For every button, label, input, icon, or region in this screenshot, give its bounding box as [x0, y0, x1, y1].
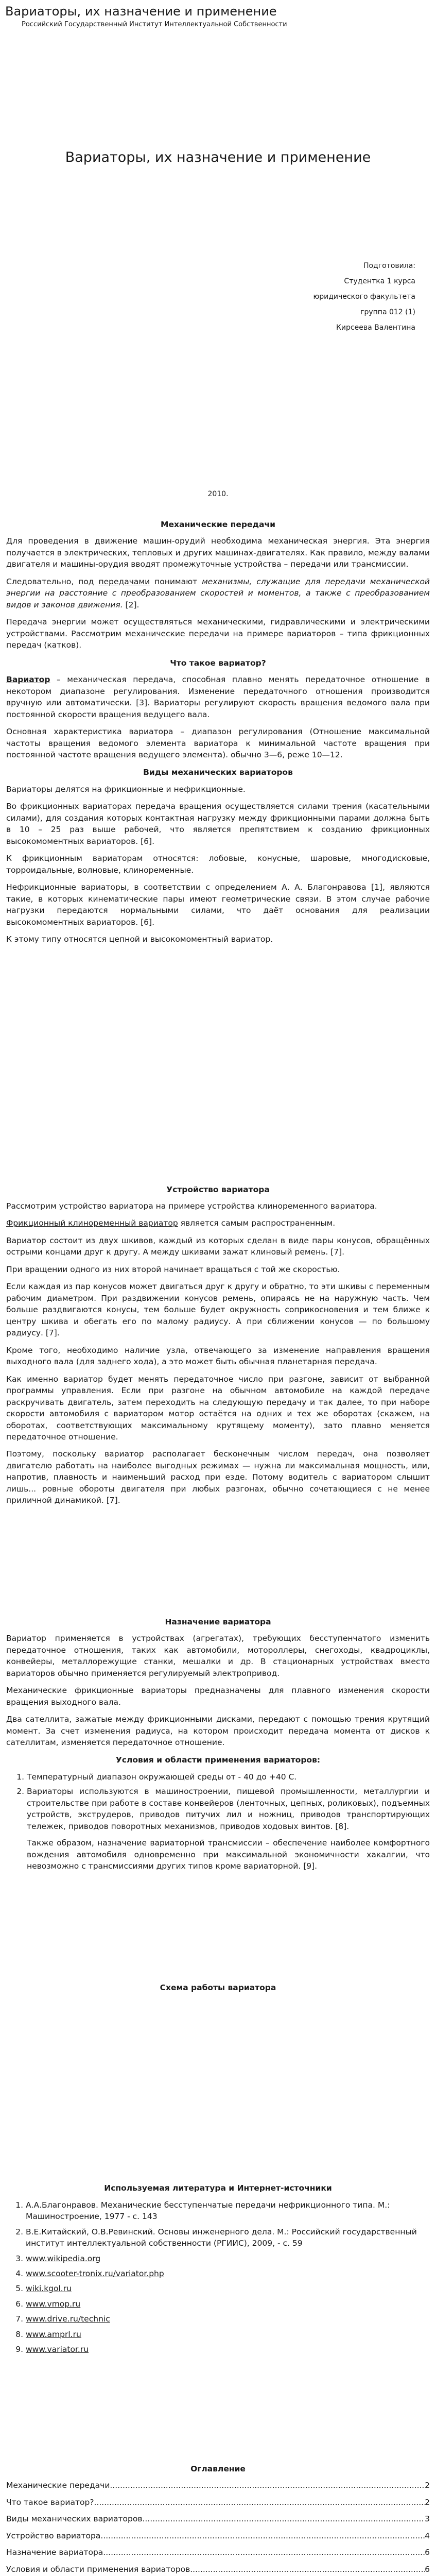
author-line: Кирсеева Валентина	[336, 324, 415, 332]
citation: [2].	[123, 600, 139, 609]
paragraph: Вариаторы делятся на фрикционные и нефрикционные.	[6, 784, 246, 794]
page-header	[0, 0, 436, 28]
section-heading: Условия и области применения вариаторов:	[115, 1755, 321, 1765]
literature-item: 1. А.А.Благонравов. Механические бесступенчатые передачи нефрикционного типа. М.: Машиностроение, 1977 - с. 143	[26, 2199, 430, 2223]
toc-page: 2	[425, 2481, 430, 2490]
paragraph: Основная характеристика вариатора – диапазон регулирования (Отношение максимальной частоты вращения ведомого элемента вариатора к минимальной частоте вращения при постоянной частоте вращения ведущего элемента). обычно 3—6, реже 10—12.	[6, 727, 430, 759]
list-item: 2. Вариаторы используются в машиностроении, пищевой промышленности, металлургии и строительстве при работе в составе конвейеров (ленточных, цепных, роликовых), подъемных устройств, экструдеров, приводов питучих лил и ножниц, приводов транспортирующих тележек, приводов поворотных механизмов, приводов ходовых винтов. [8].	[27, 1786, 430, 1832]
table-of-contents	[6, 2480, 430, 2576]
toc-entry[interactable]	[6, 2480, 430, 2491]
text-run: является самым распространенным.	[178, 1218, 336, 1228]
blank-space	[6, 1878, 430, 1976]
blank-space	[6, 2359, 430, 2457]
literature-link[interactable]: www.amprl.ru	[26, 2329, 81, 2339]
literature-item	[26, 2329, 430, 2340]
text-run: Следовательно, под	[6, 577, 99, 586]
blank-space	[6, 951, 430, 1178]
toc-page: 4	[425, 2531, 430, 2540]
paragraph: Передача энергии может осуществляться механическими, гидравлическими и электрическими устройствами. Рассмотрим механические передачи на примере вариаторов – типа фрикционных передач (катков).	[6, 617, 430, 650]
literature-link[interactable]: www.vmop.ru	[26, 2299, 81, 2309]
literature-link[interactable]: www.variator.ru	[26, 2345, 89, 2354]
toc-label: Что такое вариатор?	[6, 2497, 94, 2507]
toc-label: Назначение вариатора	[6, 2548, 103, 2557]
author-line: юридического факультета	[313, 293, 415, 301]
text-run: понимают	[150, 577, 202, 586]
blank-space	[6, 1998, 430, 2176]
section-heading: Устройство вариатора	[166, 1184, 270, 1194]
toc-entry[interactable]	[6, 2530, 430, 2541]
paragraph: Кроме того, необходимо наличие узла, отвечающего за изменение направления вращения выходного вала (для заднего хода), а это может быть обычная планетарная передача.	[6, 1345, 430, 1367]
toc-entry[interactable]	[6, 2547, 430, 2558]
section-heading: Виды механических вариаторов	[143, 768, 293, 777]
section-heading: Что такое вариатор?	[170, 658, 266, 668]
literature-link[interactable]: www.scooter-tronix.ru/variator.php	[26, 2268, 164, 2278]
document-title: Вариаторы, их назначение и применение	[65, 149, 371, 165]
conditions-list	[6, 1771, 430, 1832]
paragraph: Поэтому, поскольку вариатор располагает бесконечным числом передач, она позволяет двигателю работать на наиболее выгодных режимах — нужна ли максимальная мощность, или, напротив, плавность и наименьший расход при езде. Потому водитель с вариатором слышит лишь... ровные обороты двигателя при любых разгонах, обычно сочетающиеся с не менее приличной динамикой. [7].	[6, 1449, 430, 1505]
section-heading: Механические передачи	[161, 520, 275, 529]
blank-space	[6, 1512, 430, 1610]
list-item: 1. Температурный диапазон окружающей среды от - 40 до +40 С.	[27, 1771, 430, 1783]
toc-label: Устройство вариатора	[6, 2531, 101, 2540]
toc-page: 3	[425, 2514, 430, 2524]
italic-definition: механизмы, служащие для передачи механической энергии на расстояние с преобразованием скоростей и моментов, а	[6, 577, 430, 598]
paragraph: При вращении одного из них второй начинает вращаться с той же скоростью.	[6, 1264, 340, 1274]
toc-leader	[190, 2564, 425, 2575]
toc-entry[interactable]	[6, 2564, 430, 2575]
italic-definition: также с преобразованием видов и законов движения.	[6, 588, 430, 609]
toc-label: Механические передачи	[6, 2481, 110, 2490]
page-title: Вариаторы, их назначение и применение	[5, 4, 277, 19]
section-heading: Используемая литература и Интернет-источники	[104, 2183, 332, 2193]
toc-entry[interactable]	[6, 2513, 430, 2524]
paragraph	[6, 1217, 430, 1229]
literature-list	[12, 2199, 430, 2355]
paragraph: Для проведения в движение машин-орудий необходима механическая энергия. Эта энергия получается в электрических, тепловых и других машинах-двигателях. Как правило, между валами двигателя и машины-орудия вводят промежуточные устройства – передачи или трансмиссии.	[6, 536, 430, 569]
paragraph: Рассмотрим устройство вариатора на примере устройства клиноременного вариатора.	[6, 1201, 377, 1211]
literature-item	[26, 2268, 430, 2279]
text-run: – механическая передача, способная плавно менять передаточное отношение в некотором диапазоне регулирования. Изменение передаточного отношения производится вручную или автоматически. [3]. Вариаторы регулируют скорость вращения ведомого вала при постоянной скорости вращения ведущего вала.	[6, 675, 430, 719]
author-block	[0, 258, 436, 335]
paragraph: К фрикционным вариаторам относятся: лобовые, конусные, шаровые, многодисковые, торроидальные, волновые, клиноременные.	[6, 854, 430, 875]
paragraph	[6, 576, 430, 611]
paragraph: Также образом, назначение вариаторной трансмиссии – обеспечение наиболее комфортного вождения автомобиля одновременно при максимальной экономичности хакалгии, что невозможно с трансмиссиями других типов кроме вариаторной. [9].	[27, 1838, 430, 1871]
author-line: Подготовила:	[363, 262, 415, 270]
literature-item	[26, 2253, 430, 2264]
toc-leader	[100, 2530, 425, 2541]
paragraph	[6, 674, 430, 720]
literature-link[interactable]: www.drive.ru/technic	[26, 2314, 110, 2324]
section-heading: Схема работы вариатора	[160, 1982, 276, 1992]
document-body	[0, 519, 436, 2576]
toc-page: 2	[425, 2497, 430, 2507]
paragraph: Если каждая из пар конусов может двигаться друг к другу и обратно, то эти шкивы с переменным рабочим диаметром. При раздвижении конусов ремень, опираясь не на наружную часть. Чем больше раздвигаются конусы, тем больше будет окружность соприкосновения и тем ближе к центру шкива и обегать его по малому радиусу. А при сближении конусов — по большому радиусу. [7].	[6, 1282, 430, 1338]
toc-page: 6	[425, 2548, 430, 2557]
paragraph: Как именно вариатор будет менять передаточное число при разгоне, зависит от выбранной программы управления. Если при разгоне на обычном автомобиле на каждой передаче раскручивать двигатель, затем переходить на следующую передачу и так далее, то при наборе скорости автомобиля с вариатором мотор остаётся на одних и тех же оборотах (скажем, на оборотах, соответствующих максимальному крутящему моменту), зато плавно меняется передаточное отношение.	[6, 1374, 430, 1442]
paragraph: Вариатор применяется в устройствах (агрегатах), требующих бесступенчатого изменить передаточное отношения, таких как автомобили, мотороллеры, снегоходы, квадроциклы, конвейеры, металлорежущие станки, мешалки и др. В стационарных устройствах вместо вариаторов обычно применяется регулируемый электропривод.	[6, 1634, 430, 1678]
toc-label: Виды механических вариаторов	[6, 2514, 143, 2524]
underlined-term: Фрикционный клиноременный вариатор	[6, 1218, 178, 1228]
section-heading: Назначение вариатора	[165, 1617, 271, 1626]
paragraph: Два сателлита, зажатые между фрикционными дисками, передают с помощью трения крутящий момент. За счет изменения радиуса, на котором происходит передача момента от дисков к сателлитам, изменяется передаточное отношение.	[6, 1715, 430, 1747]
toc-label: Условия и области применения вариаторов	[6, 2564, 190, 2574]
paragraph: К этому типу относятся цепной и высокомоментный вариатор.	[6, 935, 273, 944]
author-line: Студентка 1 курса	[344, 277, 415, 285]
underlined-term: Вариатор	[6, 675, 50, 685]
toc-leader	[142, 2513, 425, 2524]
paragraph: Механические фрикционные вариаторы предназначены для плавного изменения скорости вращения выходного вала.	[6, 1686, 430, 1707]
paragraph: Вариатор состоит из двух шкивов, каждый из которых сделан в виде пары конусов, обращённых острыми концами друг к другу. А между шкивами зажат клиновый ремень. [7].	[6, 1235, 430, 1257]
toc-leader	[110, 2480, 425, 2491]
literature-link[interactable]: www.wikipedia.org	[26, 2253, 101, 2263]
toc-leader	[103, 2547, 425, 2558]
literature-item	[26, 2344, 430, 2355]
literature-item	[26, 2313, 430, 2325]
literature-item	[26, 2283, 430, 2294]
underlined-term: передачами	[98, 577, 150, 586]
literature-item	[26, 2298, 430, 2310]
toc-leader	[94, 2497, 425, 2508]
toc-entry[interactable]	[6, 2497, 430, 2508]
section-heading: Оглавление	[190, 2464, 246, 2473]
paragraph: Нефрикционные вариаторы, в соответствии с определением А. А. Благонравова [1], являются такие, в которых кинематические пары имеют геометрические связи. В этом случае рабочие нагрузки передаются нормальными силами, что даёт основания для реализации высокомоментных вариаторов. [6].	[6, 883, 430, 927]
paragraph: Во фрикционных вариаторах передача вращения осуществляется силами трения (касательными силами), для создания которых контактная нагрузку между фрикционными парами должна быть в 10 – 25 раз выше рабочей, что является препятствием к созданию фрикционных высокомоментных вариаторов. [6].	[6, 802, 430, 846]
literature-item: 2. В.Е.Китайский, О.В.Ревинский. Основы инженерного дела. М.: Российский государственный институт интеллектуальной собственности (РГИИС), 2009, - с. 59	[26, 2226, 430, 2249]
literature-link[interactable]: wiki.kgol.ru	[26, 2284, 72, 2294]
author-line: группа 012 (1)	[360, 308, 415, 316]
toc-page: 6	[425, 2564, 430, 2574]
page-subtitle: Российский Государственный Институт Интеллектуальной Собственности	[22, 21, 287, 28]
year: 2010.	[207, 490, 229, 498]
